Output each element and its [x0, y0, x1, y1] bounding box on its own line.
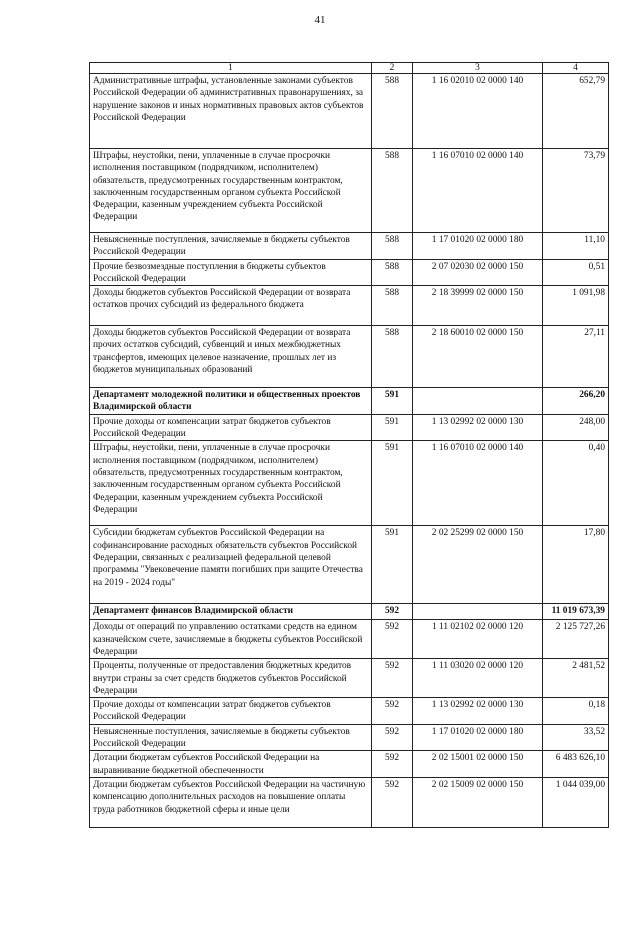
- row-admin-code: 588: [372, 74, 413, 149]
- row-amount: 73,79: [543, 149, 609, 233]
- row-budget-code: [413, 604, 543, 620]
- row-amount: 33,52: [543, 724, 609, 751]
- row-admin-code: 588: [372, 233, 413, 260]
- row-budget-code: 1 16 02010 02 0000 140: [413, 74, 543, 149]
- row-budget-code: 2 07 02030 02 0000 150: [413, 259, 543, 286]
- table-row: [90, 286, 609, 326]
- row-budget-code: 2 02 25299 02 0000 150: [413, 526, 543, 604]
- table-row: [90, 777, 609, 827]
- table-row: [90, 388, 609, 415]
- table-row: [90, 698, 609, 725]
- row-description: Дотации бюджетам субъектов Российской Федерации на выравнивание бюджетной обеспеченности: [90, 751, 372, 778]
- row-admin-code: 588: [372, 286, 413, 326]
- row-amount: 11,10: [543, 233, 609, 260]
- row-amount: 0,40: [543, 441, 609, 526]
- row-description: Субсидии бюджетам субъектов Российской Федерации на софинансирование расходных обязательств субъектов Российской Федерации, связанных с реализацией федеральной целевой программы "Увековечение памяти погибших при защите Отечества на 2019 - 2024 годы": [90, 526, 372, 604]
- revenue-table: [89, 62, 609, 828]
- revenue-table-body: [90, 63, 609, 828]
- row-budget-code: 2 18 39999 02 0000 150: [413, 286, 543, 326]
- row-admin-code: 592: [372, 777, 413, 827]
- row-budget-code: 1 11 03020 02 0000 120: [413, 659, 543, 698]
- header-col-4: 4: [543, 63, 609, 74]
- table-row: [90, 604, 609, 620]
- row-admin-code: 592: [372, 659, 413, 698]
- row-budget-code: 1 17 01020 02 0000 180: [413, 233, 543, 260]
- row-budget-code: 1 11 02102 02 0000 120: [413, 620, 543, 659]
- row-budget-code: 1 16 07010 02 0000 140: [413, 441, 543, 526]
- row-amount: 1 044 039,00: [543, 777, 609, 827]
- page-number: 41: [314, 14, 326, 26]
- row-amount: 2 125 727,26: [543, 620, 609, 659]
- table-row: [90, 724, 609, 751]
- table-row: [90, 326, 609, 388]
- row-admin-code: 592: [372, 604, 413, 620]
- row-admin-code: 588: [372, 326, 413, 388]
- row-description: Доходы бюджетов субъектов Российской Федерации от возврата остатков прочих субсидий из федерального бюджета: [90, 286, 372, 326]
- row-amount: 652,79: [543, 74, 609, 149]
- row-description: Доходы бюджетов субъектов Российской Федерации от возврата прочих остатков субсидий, субвенций и иных межбюджетных трансфертов, имеющих целевое назначение, прошлых лет из бюджетов муниципальных образований: [90, 326, 372, 388]
- row-admin-code: 591: [372, 526, 413, 604]
- table-row: [90, 74, 609, 149]
- row-amount: 27,11: [543, 326, 609, 388]
- row-admin-code: 591: [372, 414, 413, 441]
- header-col-1: 1: [90, 63, 372, 74]
- row-description: Прочие безвозмездные поступления в бюджеты субъектов Российской Федерации: [90, 259, 372, 286]
- row-description: Штрафы, неустойки, пени, уплаченные в случае просрочки исполнения поставщиком (подрядчиком, исполнителем) обязательств, предусмотренных государственным контрактом, заключенным государственным органом субъекта Российской Федерации, казенным учреждением субъекта Российской Федерации: [90, 149, 372, 233]
- row-description: Департамент финансов Владимирской области: [90, 604, 372, 620]
- row-budget-code: 1 13 02992 02 0000 130: [413, 698, 543, 725]
- row-budget-code: 2 02 15001 02 0000 150: [413, 751, 543, 778]
- table-row: [90, 751, 609, 778]
- row-description: Невыясненные поступления, зачисляемые в бюджеты субъектов Российской Федерации: [90, 724, 372, 751]
- header-col-3: 3: [413, 63, 543, 74]
- table-header-row: [90, 63, 609, 74]
- row-amount: 2 481,52: [543, 659, 609, 698]
- row-description: Прочие доходы от компенсации затрат бюджетов субъектов Российской Федерации: [90, 414, 372, 441]
- row-description: Доходы от операций по управлению остатками средств на едином казначейском счете, зачисляемые в бюджеты субъектов Российской Федерации: [90, 620, 372, 659]
- row-admin-code: 588: [372, 149, 413, 233]
- row-budget-code: 1 17 01020 02 0000 180: [413, 724, 543, 751]
- row-description: Штрафы, неустойки, пени, уплаченные в случае просрочки исполнения поставщиком (подрядчиком, исполнителем) обязательств, предусмотренных государственным контрактом, заключенным государственным органом субъекта Российской Федерации, казенным учреждением субъекта Российской Федерации: [90, 441, 372, 526]
- row-amount: 1 091,98: [543, 286, 609, 326]
- row-admin-code: 592: [372, 620, 413, 659]
- row-admin-code: 592: [372, 724, 413, 751]
- row-description: Департамент молодежной политики и общественных проектов Владимирской области: [90, 388, 372, 415]
- row-budget-code: 1 13 02992 02 0000 130: [413, 414, 543, 441]
- table-row: [90, 620, 609, 659]
- row-description: Административные штрафы, установленные законами субъектов Российской Федерации об административных правонарушениях, за нарушение законов и иных нормативных правовых актов субъектов Российской Федерации: [90, 74, 372, 149]
- row-budget-code: 2 18 60010 02 0000 150: [413, 326, 543, 388]
- row-amount: 6 483 626,10: [543, 751, 609, 778]
- table-row: [90, 414, 609, 441]
- row-description: Дотации бюджетам субъектов Российской Федерации на частичную компенсацию дополнительных расходов на повышение оплаты труда работников бюджетной сферы и иные цели: [90, 777, 372, 827]
- row-admin-code: 591: [372, 388, 413, 415]
- table-row: [90, 659, 609, 698]
- row-admin-code: 588: [372, 259, 413, 286]
- header-col-2: 2: [372, 63, 413, 74]
- row-admin-code: 592: [372, 698, 413, 725]
- row-admin-code: 592: [372, 751, 413, 778]
- row-amount: 17,80: [543, 526, 609, 604]
- row-budget-code: 1 16 07010 02 0000 140: [413, 149, 543, 233]
- row-admin-code: 591: [372, 441, 413, 526]
- row-amount: 266,20: [543, 388, 609, 415]
- row-amount: 0,51: [543, 259, 609, 286]
- table-row: [90, 149, 609, 233]
- table-row: [90, 441, 609, 526]
- row-description: Прочие доходы от компенсации затрат бюджетов субъектов Российской Федерации: [90, 698, 372, 725]
- row-description: Невыясненные поступления, зачисляемые в бюджеты субъектов Российской Федерации: [90, 233, 372, 260]
- table-row: [90, 233, 609, 260]
- row-budget-code: 2 02 15009 02 0000 150: [413, 777, 543, 827]
- table-row: [90, 259, 609, 286]
- table-row: [90, 526, 609, 604]
- row-description: Проценты, полученные от предоставления бюджетных кредитов внутри страны за счет средств бюджетов субъектов Российской Федерации: [90, 659, 372, 698]
- row-amount: 248,00: [543, 414, 609, 441]
- row-amount: 11 019 673,39: [543, 604, 609, 620]
- row-amount: 0,18: [543, 698, 609, 725]
- row-budget-code: [413, 388, 543, 415]
